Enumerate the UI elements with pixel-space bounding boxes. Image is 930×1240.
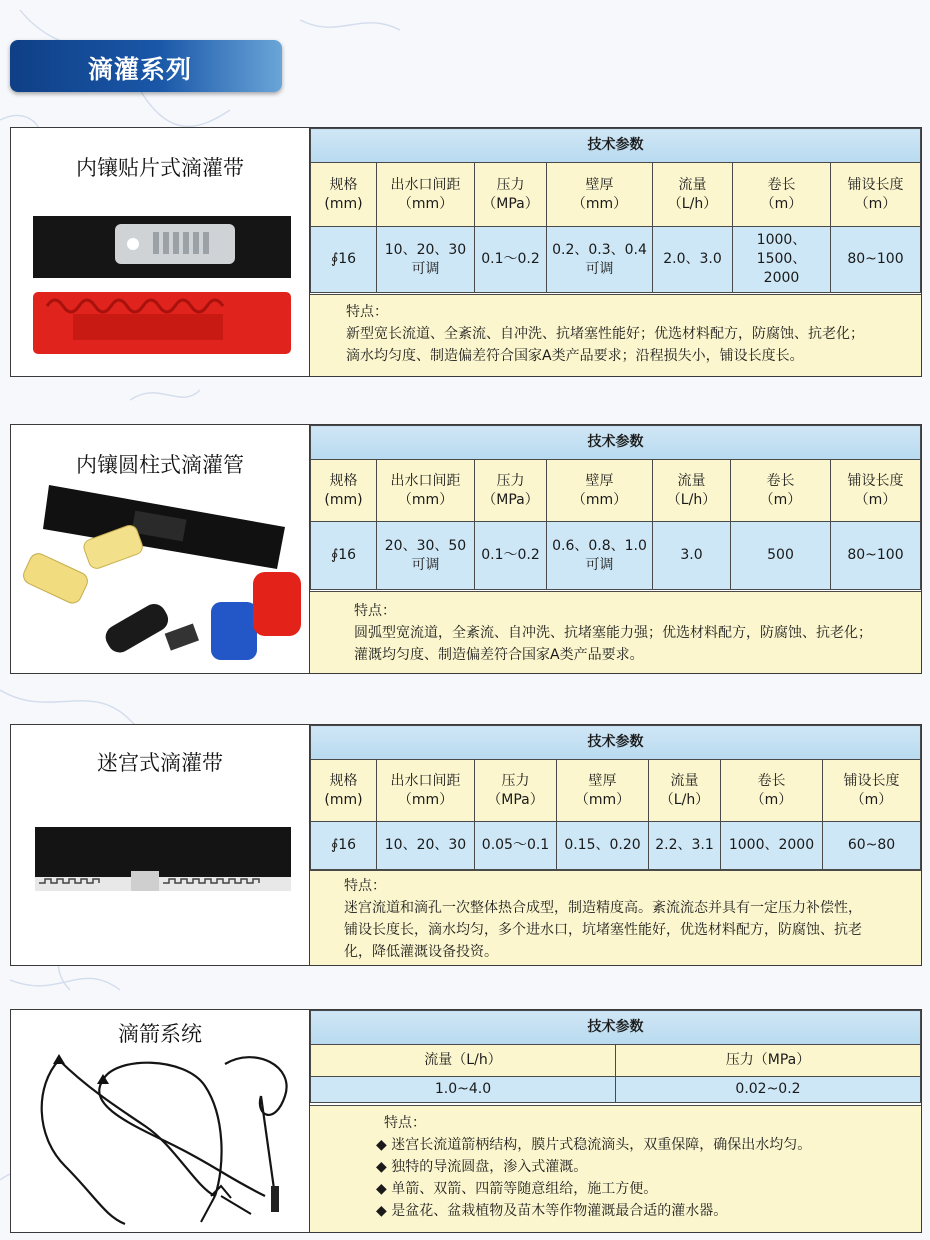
val-flow: 1.0~4.0 <box>311 1077 616 1103</box>
val-spec: ∮16 <box>311 822 377 870</box>
col-outlet-spacing: 出水口间距 （mm） <box>377 163 475 227</box>
col-spec: 规格 (mm) <box>311 460 377 522</box>
section-inline-patch-drip-tape <box>10 127 922 377</box>
section-inline-cylindrical-drip-pipe <box>10 424 922 674</box>
spec-table <box>310 128 921 293</box>
feature-text: 是盆花、盆栽植物及苗木等作物灌溉最合适的灌水器。 <box>391 1203 728 1219</box>
feature-text: 单箭、双箭、四箭等随意组给，施工方便。 <box>391 1181 658 1197</box>
list-item <box>376 1200 911 1222</box>
spec-table-title: 技术参数 <box>311 129 921 163</box>
labyrinth-tape-photo <box>35 827 291 891</box>
val-laying-length: 60~80 <box>823 822 921 870</box>
drip-pipe-photo <box>15 477 305 667</box>
val-wall-thickness: 0.15、0.20 <box>557 822 649 870</box>
section-labyrinth-drip-tape <box>10 724 922 966</box>
features-box <box>310 870 921 965</box>
val-roll-length: 500 <box>731 522 831 590</box>
col-spec: 规格 (mm) <box>311 163 377 227</box>
val-wall-thickness: 0.2、0.3、0.4 可调 <box>547 227 653 293</box>
feature-line: 灌溉均匀度、制造偏差符合国家A类产品要求。 <box>354 647 644 663</box>
val-pressure: 0.1～0.2 <box>475 522 547 590</box>
col-flow: 流量（L/h） <box>311 1045 616 1077</box>
spec-panel <box>309 425 921 673</box>
features-label: 特点： <box>354 603 396 619</box>
col-roll-length: 卷长 （m） <box>721 760 823 822</box>
bullet-diamond-icon: ◆ <box>376 1137 387 1153</box>
col-flow: 流量 （L/h） <box>653 460 731 522</box>
spec-panel <box>309 725 921 965</box>
bullet-diamond-icon: ◆ <box>376 1181 387 1197</box>
col-pressure: 压力 （MPa） <box>475 760 557 822</box>
spec-table-title: 技术参数 <box>311 426 921 460</box>
val-flow: 3.0 <box>653 522 731 590</box>
list-item <box>376 1156 911 1178</box>
spec-panel <box>309 1010 921 1232</box>
val-pressure: 0.02~0.2 <box>616 1077 921 1103</box>
val-spec: ∮16 <box>311 522 377 590</box>
col-flow: 流量 （L/h） <box>653 163 733 227</box>
bullet-diamond-icon: ◆ <box>376 1159 387 1175</box>
val-pressure: 0.05～0.1 <box>475 822 557 870</box>
product-name: 内镶圆柱式滴灌管 <box>76 453 244 477</box>
page-title: 滴灌系列 <box>88 55 193 84</box>
val-flow: 2.0、3.0 <box>653 227 733 293</box>
col-laying-length: 铺设长度 （m） <box>823 760 921 822</box>
feature-line: 化，降低灌溉设备投资。 <box>344 944 498 960</box>
spec-table-title: 技术参数 <box>311 726 921 760</box>
spec-panel <box>309 128 921 376</box>
features-list <box>376 1134 911 1222</box>
spec-table <box>310 725 921 870</box>
val-pressure: 0.1～0.2 <box>475 227 547 293</box>
col-laying-length: 铺设长度 （m） <box>831 163 921 227</box>
product-name: 内镶贴片式滴灌带 <box>76 156 244 180</box>
features-box <box>310 1105 921 1232</box>
features-label: 特点： <box>346 304 388 320</box>
product-panel <box>11 1010 309 1232</box>
col-flow: 流量 （L/h） <box>649 760 721 822</box>
col-roll-length: 卷长 （m） <box>733 163 831 227</box>
col-outlet-spacing: 出水口间距 （mm） <box>377 460 475 522</box>
feature-text: 迷宫长流道箭柄结构，膜片式稳流滴头，双重保障，确保出水均匀。 <box>391 1137 812 1153</box>
col-pressure: 压力 （MPa） <box>475 163 547 227</box>
spec-table-title: 技术参数 <box>311 1011 921 1045</box>
product-name: 迷宫式滴灌带 <box>97 751 223 775</box>
product-panel <box>11 725 309 965</box>
feature-line: 圆弧型宽流道，全紊流、自冲洗、抗堵塞能力强；优选材料配方，防腐蚀、抗老化； <box>354 625 872 641</box>
feature-line: 铺设长度长，滴水均匀，多个进水口，坑堵塞性能好，优选材料配方，防腐蚀、抗老 <box>344 922 862 938</box>
col-pressure: 压力 （MPa） <box>475 460 547 522</box>
col-outlet-spacing: 出水口间距 （mm） <box>377 760 475 822</box>
product-name: 滴箭系统 <box>118 1022 202 1046</box>
val-laying-length: 80~100 <box>831 227 921 293</box>
val-outlet-spacing: 20、30、50 可调 <box>377 522 475 590</box>
val-laying-length: 80~100 <box>831 522 921 590</box>
val-wall-thickness: 0.6、0.8、1.0 可调 <box>547 522 653 590</box>
col-wall-thickness: 壁厚 （mm） <box>547 460 653 522</box>
list-item <box>376 1178 911 1200</box>
page-title-banner <box>10 40 282 92</box>
col-spec: 规格 (mm) <box>311 760 377 822</box>
features-label: 特点： <box>344 878 386 894</box>
feature-text: 独特的导流圆盘，渗入式灌溉。 <box>391 1159 588 1175</box>
spec-table <box>310 425 921 590</box>
spec-table <box>310 1010 921 1103</box>
section-drip-arrow-system <box>10 1009 922 1233</box>
col-wall-thickness: 壁厚 （mm） <box>547 163 653 227</box>
features-box <box>310 591 921 673</box>
feature-line: 迷宫流道和滴孔一次整体热合成型，制造精度高。紊流流态并具有一定压力补偿性， <box>344 900 862 916</box>
val-flow: 2.2、3.1 <box>649 822 721 870</box>
val-spec: ∮16 <box>311 227 377 293</box>
col-wall-thickness: 壁厚 （mm） <box>557 760 649 822</box>
drip-arrow-photo <box>25 1046 301 1226</box>
features-box <box>310 294 921 376</box>
val-outlet-spacing: 10、20、30 可调 <box>377 227 475 293</box>
val-roll-length: 1000、2000 <box>721 822 823 870</box>
col-pressure: 压力（MPa） <box>616 1045 921 1077</box>
list-item <box>376 1134 911 1156</box>
feature-line: 新型宽长流道、全紊流、自冲洗、抗堵塞性能好；优选材料配方，防腐蚀、抗老化； <box>346 326 864 342</box>
bullet-diamond-icon: ◆ <box>376 1203 387 1219</box>
val-outlet-spacing: 10、20、30 <box>377 822 475 870</box>
product-panel <box>11 128 309 376</box>
val-roll-length: 1000、1500、 2000 <box>733 227 831 293</box>
drip-tape-photo <box>33 216 291 354</box>
product-panel <box>11 425 309 673</box>
feature-line: 滴水均匀度、制造偏差符合国家A类产品要求；沿程损失小，铺设长度长。 <box>346 348 804 364</box>
col-roll-length: 卷长 （m） <box>731 460 831 522</box>
col-laying-length: 铺设长度 （m） <box>831 460 921 522</box>
features-label: 特点： <box>384 1115 426 1131</box>
